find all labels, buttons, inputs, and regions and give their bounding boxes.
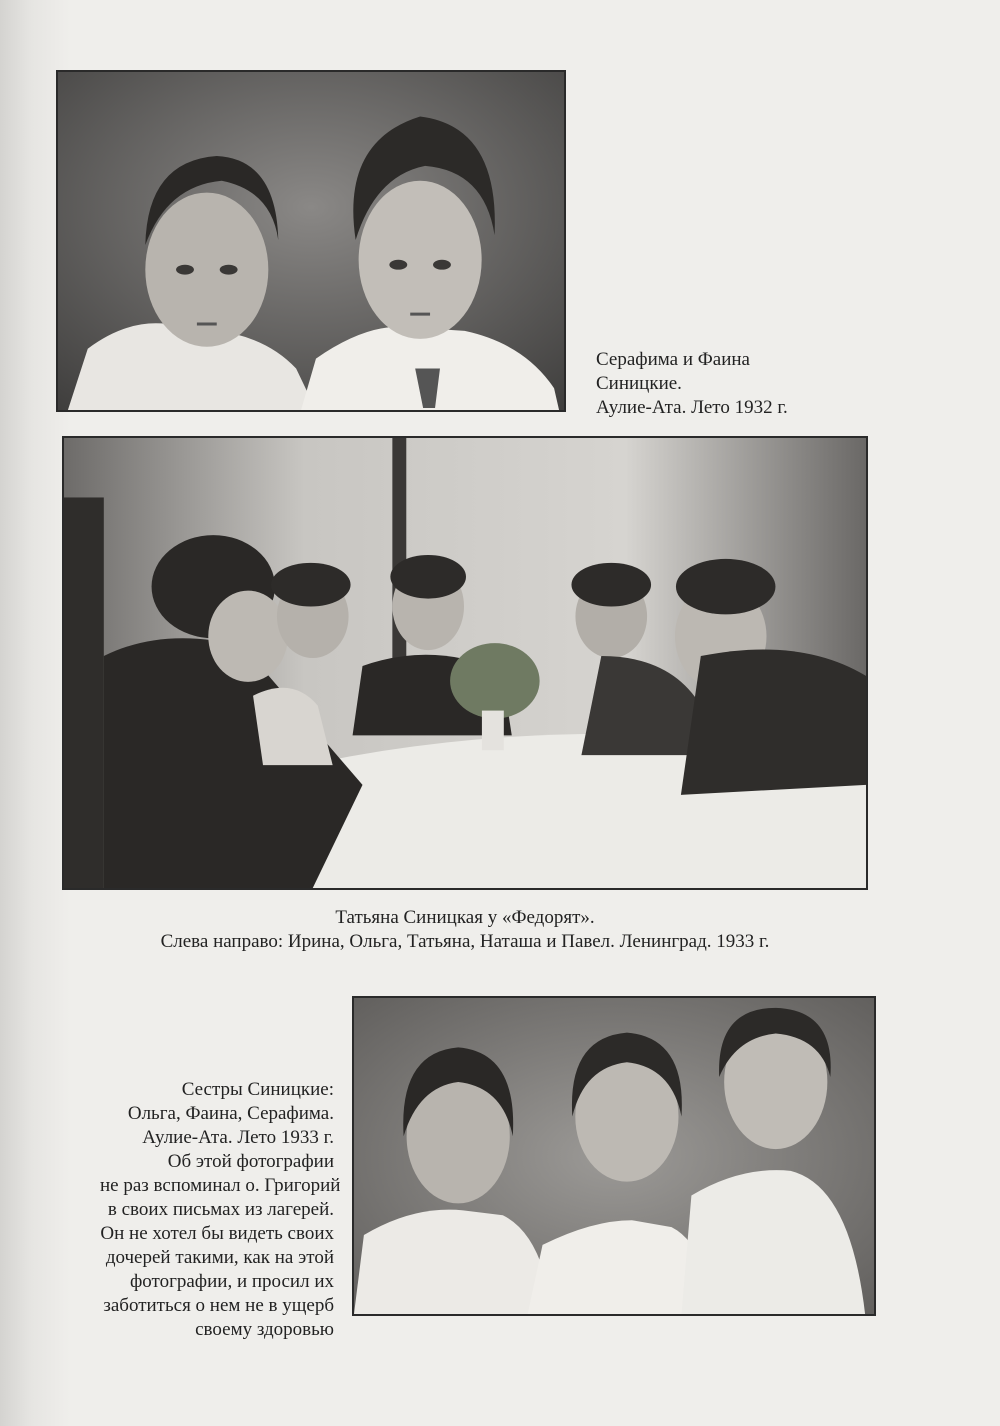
caption-line: Татьяна Синицкая у «Федорят». [335, 907, 595, 928]
caption-line: Он не хотел бы видеть своих [100, 1223, 334, 1244]
photo-three-sisters [352, 996, 876, 1316]
photo-serafima-faina [56, 70, 566, 412]
caption-line: фотографии, и просил их [129, 1271, 334, 1292]
caption-line: в своих письмах из лагерей. [107, 1199, 334, 1220]
caption-line: Слева направо: Ирина, Ольга, Татьяна, Наташа и Павел. Ленинград. 1933 г. [160, 931, 770, 952]
caption-line: Сестры Синицкие: [181, 1079, 334, 1100]
photo-table-group [62, 436, 868, 890]
caption-line: заботиться о нем не в ущерб [103, 1295, 334, 1316]
caption-line: Об этой фотографии [167, 1151, 334, 1172]
caption-line: Серафима и Фаина [596, 349, 750, 370]
caption-line: Синицкие. [596, 373, 682, 394]
caption-top-photo [596, 348, 896, 420]
caption-middle-photo [60, 906, 870, 954]
caption-line: не раз вспоминал о. Григорий [100, 1175, 341, 1196]
caption-bottom-photo [100, 1078, 341, 1342]
caption-line: своему здоровью [195, 1319, 334, 1340]
caption-line: Ольга, Фаина, Серафима. [127, 1103, 334, 1124]
caption-line: Аулие-Ата. Лето 1933 г. [142, 1127, 334, 1148]
caption-line: дочерей такими, как на этой [105, 1247, 334, 1268]
caption-line: Аулие-Ата. Лето 1932 г. [596, 397, 788, 418]
